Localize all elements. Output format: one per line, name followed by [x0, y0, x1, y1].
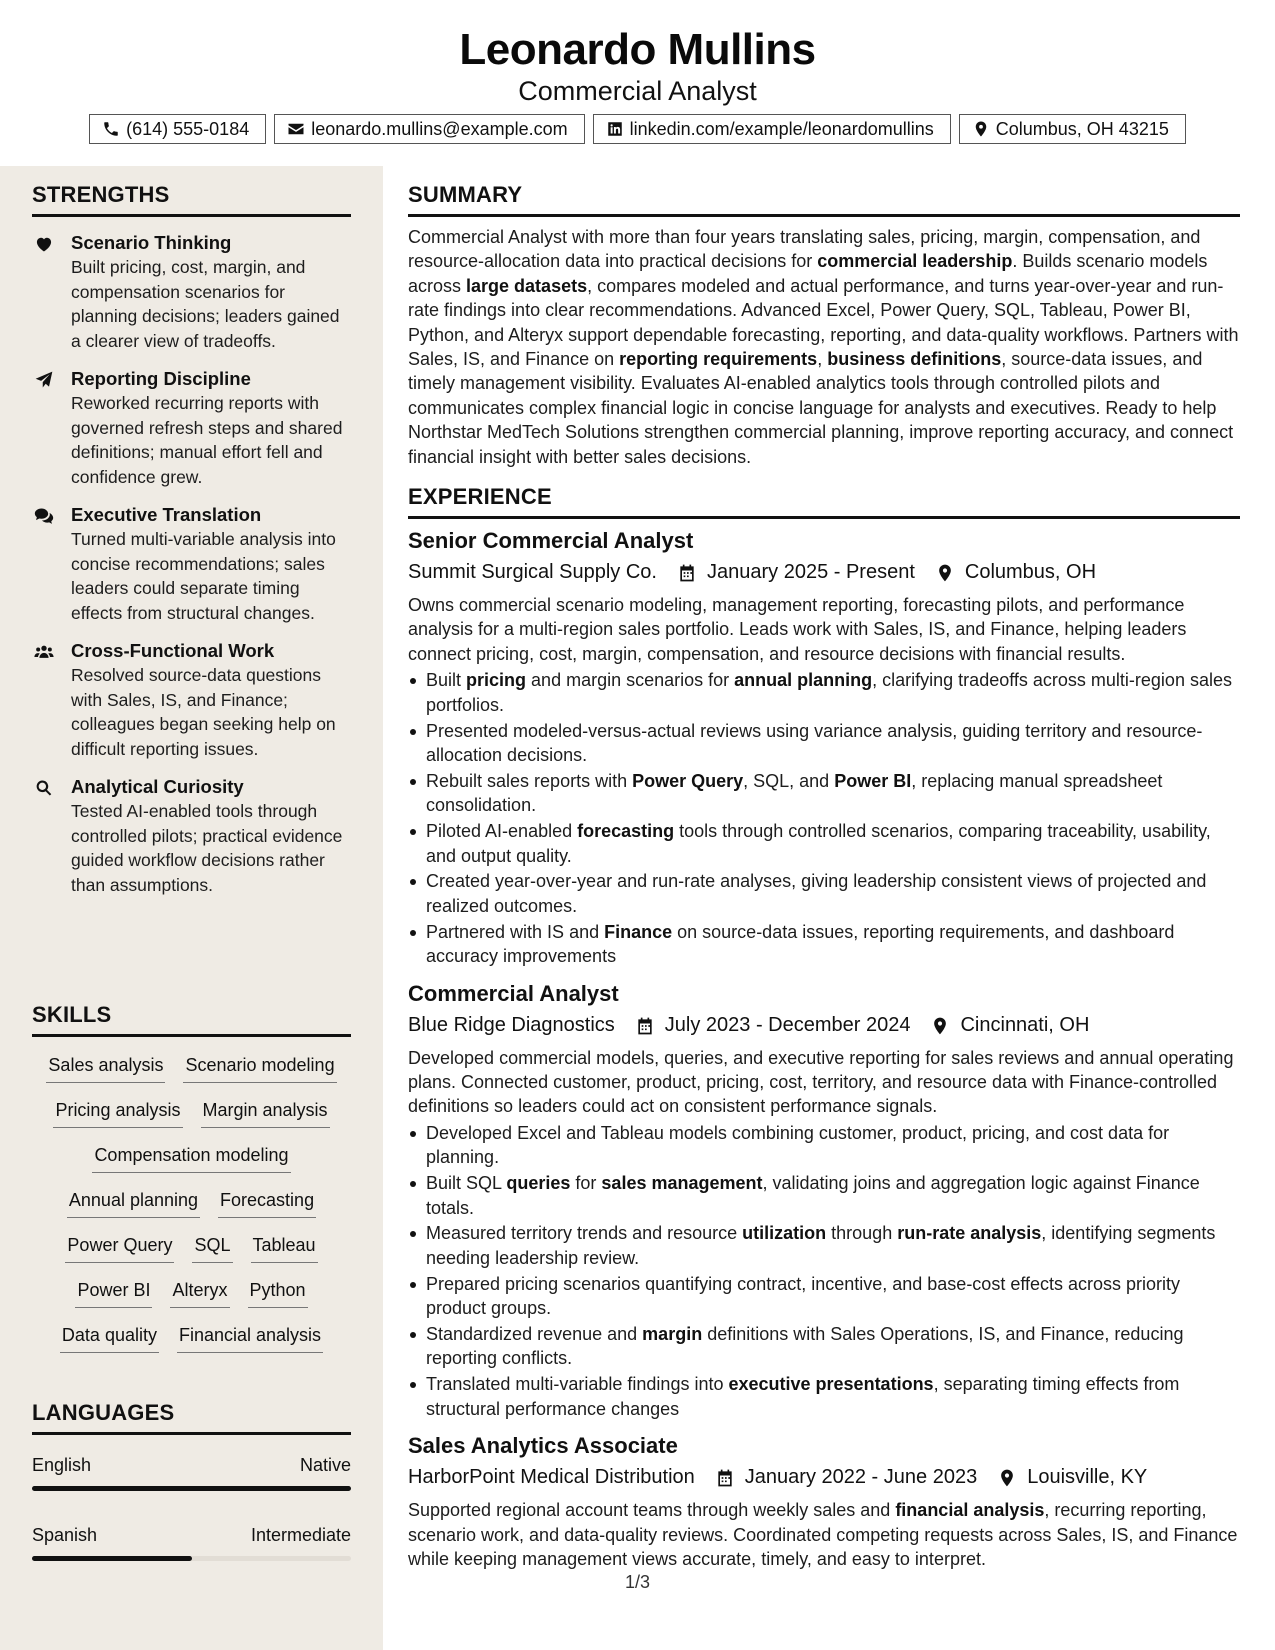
- bullet-item: Translated multi-variable findings into executive presentations, separating timing effects from structural performance changes: [408, 1372, 1240, 1421]
- experience-section: [408, 484, 1240, 1571]
- bold-phrase: forecasting: [577, 821, 675, 842]
- language-bar: [32, 1556, 351, 1561]
- comments-icon: [34, 506, 54, 526]
- candidate-role: Commercial Analyst: [518, 76, 757, 106]
- strength-item: [32, 639, 351, 761]
- strength-title: Scenario Thinking: [71, 232, 232, 253]
- skill-tag: Scenario modeling: [183, 1049, 336, 1083]
- bold-phrase: large datasets: [466, 275, 588, 296]
- language-item: [32, 1453, 351, 1491]
- skills-list: [32, 1049, 351, 1364]
- map-pin-icon: [935, 562, 955, 582]
- skill-tag: Power BI: [75, 1274, 152, 1308]
- job-company: Summit Surgical Supply Co.: [408, 561, 657, 583]
- bold-phrase: annual planning: [734, 670, 873, 691]
- contact-email-text: leonardo.mullins@example.com: [311, 118, 568, 139]
- bold-phrase: queries: [506, 1173, 571, 1194]
- bold-phrase: financial analysis: [895, 1500, 1045, 1521]
- skill-tag: Forecasting: [218, 1184, 316, 1218]
- skill-tag: Pricing analysis: [53, 1094, 182, 1128]
- bold-phrase: executive presentations: [728, 1374, 934, 1395]
- bold-phrase: business definitions: [827, 349, 1002, 370]
- strengths-heading: STRENGTHS: [32, 182, 351, 217]
- strength-title: Cross-Functional Work: [71, 640, 275, 661]
- strength-desc: Tested AI-enabled tools through controlled pilots; practical evidence guided workflow decisions rather than assumptions.: [71, 801, 343, 895]
- language-bar-fill: [32, 1486, 351, 1491]
- language-item: [32, 1523, 351, 1561]
- strength-item: [32, 367, 351, 489]
- skill-tag: Compensation modeling: [92, 1139, 290, 1173]
- strength-desc: Reworked recurring reports with governed refresh steps and shared definitions; manual effort fell and confidence grew.: [71, 393, 343, 487]
- job-dates: January 2025 - Present: [706, 561, 915, 583]
- summary-section: [408, 182, 1240, 469]
- strength-title: Analytical Curiosity: [71, 776, 244, 797]
- job-location: Cincinnati, OH: [960, 1013, 1090, 1036]
- skills-section: [32, 1002, 351, 1364]
- strength-item: [32, 503, 351, 625]
- bold-phrase: sales management: [601, 1173, 763, 1194]
- skill-row: [32, 1184, 351, 1229]
- users-icon: [34, 642, 54, 662]
- paper-plane-icon: [34, 370, 54, 390]
- job-bullets: [408, 1121, 1240, 1421]
- search-icon: [34, 778, 54, 798]
- contact-location: [959, 114, 1186, 144]
- map-pin-icon: [930, 1015, 950, 1035]
- map-pin-icon: [972, 120, 990, 138]
- calendar-icon: [677, 562, 697, 582]
- job-entry: [408, 980, 1240, 1422]
- contact-linkedin-text: linkedin.com/example/leonardomullins: [629, 118, 934, 139]
- job-description: Owns commercial scenario modeling, management reporting, forecasting pilots, and performance analysis for a multi-region sales portfolio. Leads work with Sales, IS, and Finance, helping leaders connect pricing, cost, margin, compensation, and resource decisions with financial results.: [408, 595, 1187, 664]
- skill-row: [32, 1094, 351, 1139]
- job-dates: July 2023 - December 2024: [664, 1013, 911, 1036]
- summary-heading: SUMMARY: [408, 182, 1240, 217]
- bullet-item: Piloted AI-enabled forecasting tools through controlled scenarios, comparing traceability, usability, and output quality.: [408, 819, 1240, 868]
- language-level: Intermediate: [250, 1525, 351, 1545]
- job-title: Commercial Analyst: [408, 980, 619, 1006]
- strengths-section: [32, 182, 351, 897]
- skill-tag: Financial analysis: [177, 1319, 323, 1353]
- bold-phrase: margin: [642, 1324, 703, 1345]
- page-number: 1/3: [624, 1572, 651, 1592]
- map-pin-icon: [997, 1467, 1017, 1487]
- bullet-item: Built SQL queries for sales management, validating joins and aggregation logic against Finance totals.: [408, 1171, 1240, 1220]
- job-meta: [408, 1010, 1240, 1040]
- job-list: [408, 527, 1240, 1571]
- skill-tag: Annual planning: [67, 1184, 200, 1218]
- job-entry: [408, 527, 1240, 969]
- bold-phrase: utilization: [742, 1223, 827, 1244]
- job-bullets: [408, 668, 1240, 968]
- job-meta: [408, 1462, 1240, 1492]
- strength-item: [32, 231, 351, 353]
- experience-heading: EXPERIENCE: [408, 484, 1240, 519]
- strength-title: Reporting Discipline: [71, 368, 251, 389]
- contact-phone-text: (614) 555-0184: [126, 118, 250, 139]
- job-description: Developed commercial models, queries, and executive reporting for sales reviews and annual operating plans. Connected customer, product, pricing, cost, territory, and resource data with Finance-controlled definitions so leaders could act on consistent performance signals.: [408, 1047, 1234, 1117]
- job-company: HarborPoint Medical Distribution: [408, 1466, 695, 1489]
- sidebar: [0, 166, 383, 1650]
- language-level: Native: [299, 1455, 351, 1475]
- languages-heading: LANGUAGES: [32, 1400, 351, 1435]
- contact-location-text: Columbus, OH 43215: [995, 118, 1169, 139]
- bold-phrase: reporting requirements: [619, 349, 818, 370]
- contact-linkedin[interactable]: [593, 114, 951, 144]
- skill-tag: Margin analysis: [201, 1094, 330, 1128]
- strength-item: [32, 775, 351, 897]
- heart-icon: [34, 234, 54, 254]
- bullet-item: Built pricing and margin scenarios for annual planning, clarifying tradeoffs across multi-region sales portfolios.: [408, 668, 1240, 717]
- bullet-item: Developed Excel and Tableau models combining customer, product, pricing, and cost data for planning.: [408, 1121, 1240, 1170]
- resume-header: [0, 0, 1275, 166]
- calendar-icon: [715, 1467, 735, 1487]
- job-description: Supported regional account teams through weekly sales and financial analysis, recurring reporting, scenario work, and data-quality reviews. Coordinated competing requests across Sales, IS, and Finance while keeping management views accurate, timely, and easy to interpret.: [408, 1500, 1238, 1569]
- job-location: Louisville, KY: [1027, 1466, 1148, 1489]
- skill-row: [32, 1229, 351, 1274]
- language-bar-fill: [32, 1556, 192, 1561]
- bullet-item: Rebuilt sales reports with Power Query, SQL, and Power BI, replacing manual spreadsheet consolidation.: [408, 769, 1240, 818]
- job-location: Columbus, OH: [964, 561, 1097, 583]
- skill-row: [32, 1319, 351, 1364]
- bold-phrase: Power BI: [834, 770, 912, 791]
- contact-bar: [0, 114, 1275, 144]
- skill-tag: Power Query: [65, 1229, 174, 1263]
- language-name: English: [32, 1455, 92, 1475]
- strength-desc: Turned multi-variable analysis into concise recommendations; sales leaders could separate timing effects from structural changes.: [71, 529, 336, 623]
- bullet-item: Partnered with IS and Finance on source-data issues, reporting requirements, and dashboard accuracy improvements: [408, 920, 1240, 969]
- skill-tag: SQL: [192, 1229, 232, 1263]
- languages-section: [32, 1400, 351, 1561]
- linkedin-icon: [606, 120, 624, 138]
- candidate-name: Leonardo Mullins: [459, 25, 816, 74]
- bullet-item: Presented modeled-versus-actual reviews using variance analysis, guiding territory and resource-allocation decisions.: [408, 719, 1240, 768]
- contact-phone[interactable]: [89, 114, 266, 144]
- job-entry: [408, 1432, 1240, 1571]
- bold-phrase: commercial leadership: [817, 251, 1013, 272]
- bullet-item: Standardized revenue and margin definitions with Sales Operations, IS, and Finance, reducing reporting conflicts.: [408, 1322, 1240, 1371]
- bold-phrase: Finance: [604, 921, 673, 942]
- skill-row: [32, 1139, 351, 1184]
- job-company: Blue Ridge Diagnostics: [408, 1013, 615, 1036]
- bullet-item: Measured territory trends and resource utilization through run-rate analysis, identifying segments needing leadership review.: [408, 1221, 1240, 1270]
- skill-row: [32, 1274, 351, 1319]
- skill-tag: Sales analysis: [46, 1049, 165, 1083]
- phone-icon: [102, 120, 120, 138]
- skill-tag: Python: [248, 1274, 308, 1308]
- skill-row: [32, 1049, 351, 1094]
- bullet-item: Created year-over-year and run-rate analyses, giving leadership consistent views of projected and realized outcomes.: [408, 869, 1240, 918]
- skill-tag: Alteryx: [170, 1274, 229, 1308]
- job-title: Senior Commercial Analyst: [408, 528, 694, 553]
- skills-heading: SKILLS: [32, 1002, 351, 1037]
- language-name: Spanish: [32, 1525, 98, 1545]
- skill-tag: Data quality: [60, 1319, 159, 1353]
- contact-email[interactable]: [274, 114, 584, 144]
- strength-desc: Built pricing, cost, margin, and compensation scenarios for planning decisions; leaders gained a clearer view of tradeoffs.: [71, 257, 340, 351]
- strength-title: Executive Translation: [71, 504, 262, 525]
- language-bar: [32, 1486, 351, 1491]
- bold-phrase: pricing: [466, 670, 527, 691]
- summary-text: Commercial Analyst with more than four years translating sales, pricing, margin, compensation, and resource-allocation data into practical decisions for commercial leadership. Builds scenario models across large datasets, compares modeled and actual performance, and turns year-over-year and run-rate findings into clear recommendations. Advanced Excel, Power Query, SQL, Tableau, Power BI, Python, and Alteryx support dependable forecasting, reporting, and data-quality workflows. Partners with Sales, IS, and Finance on reporting requirements, business definitions, source-data issues, and timely management visibility. Evaluates AI-enabled analytics tools through controlled pilots and communicates complex financial logic in concise language for analysts and executives. Ready to help Northstar MedTech Solutions strengthen commercial planning, improve reporting accuracy, and connect financial insight with better sales decisions.: [408, 227, 1239, 467]
- envelope-icon: [287, 120, 305, 138]
- skill-tag: Tableau: [251, 1229, 318, 1263]
- bullet-item: Prepared pricing scenarios quantifying contract, incentive, and base-cost effects across priority product groups.: [408, 1272, 1240, 1321]
- strength-desc: Resolved source-data questions with Sales, IS, and Finance; colleagues began seeking help on difficult reporting issues.: [71, 665, 336, 759]
- bold-phrase: run-rate analysis: [897, 1223, 1042, 1244]
- bold-phrase: Power Query: [632, 770, 744, 791]
- job-dates: January 2022 - June 2023: [744, 1466, 978, 1489]
- calendar-icon: [635, 1015, 655, 1035]
- job-title: Sales Analytics Associate: [408, 1433, 678, 1459]
- job-meta: [408, 557, 1240, 587]
- main-content: [383, 166, 1275, 1650]
